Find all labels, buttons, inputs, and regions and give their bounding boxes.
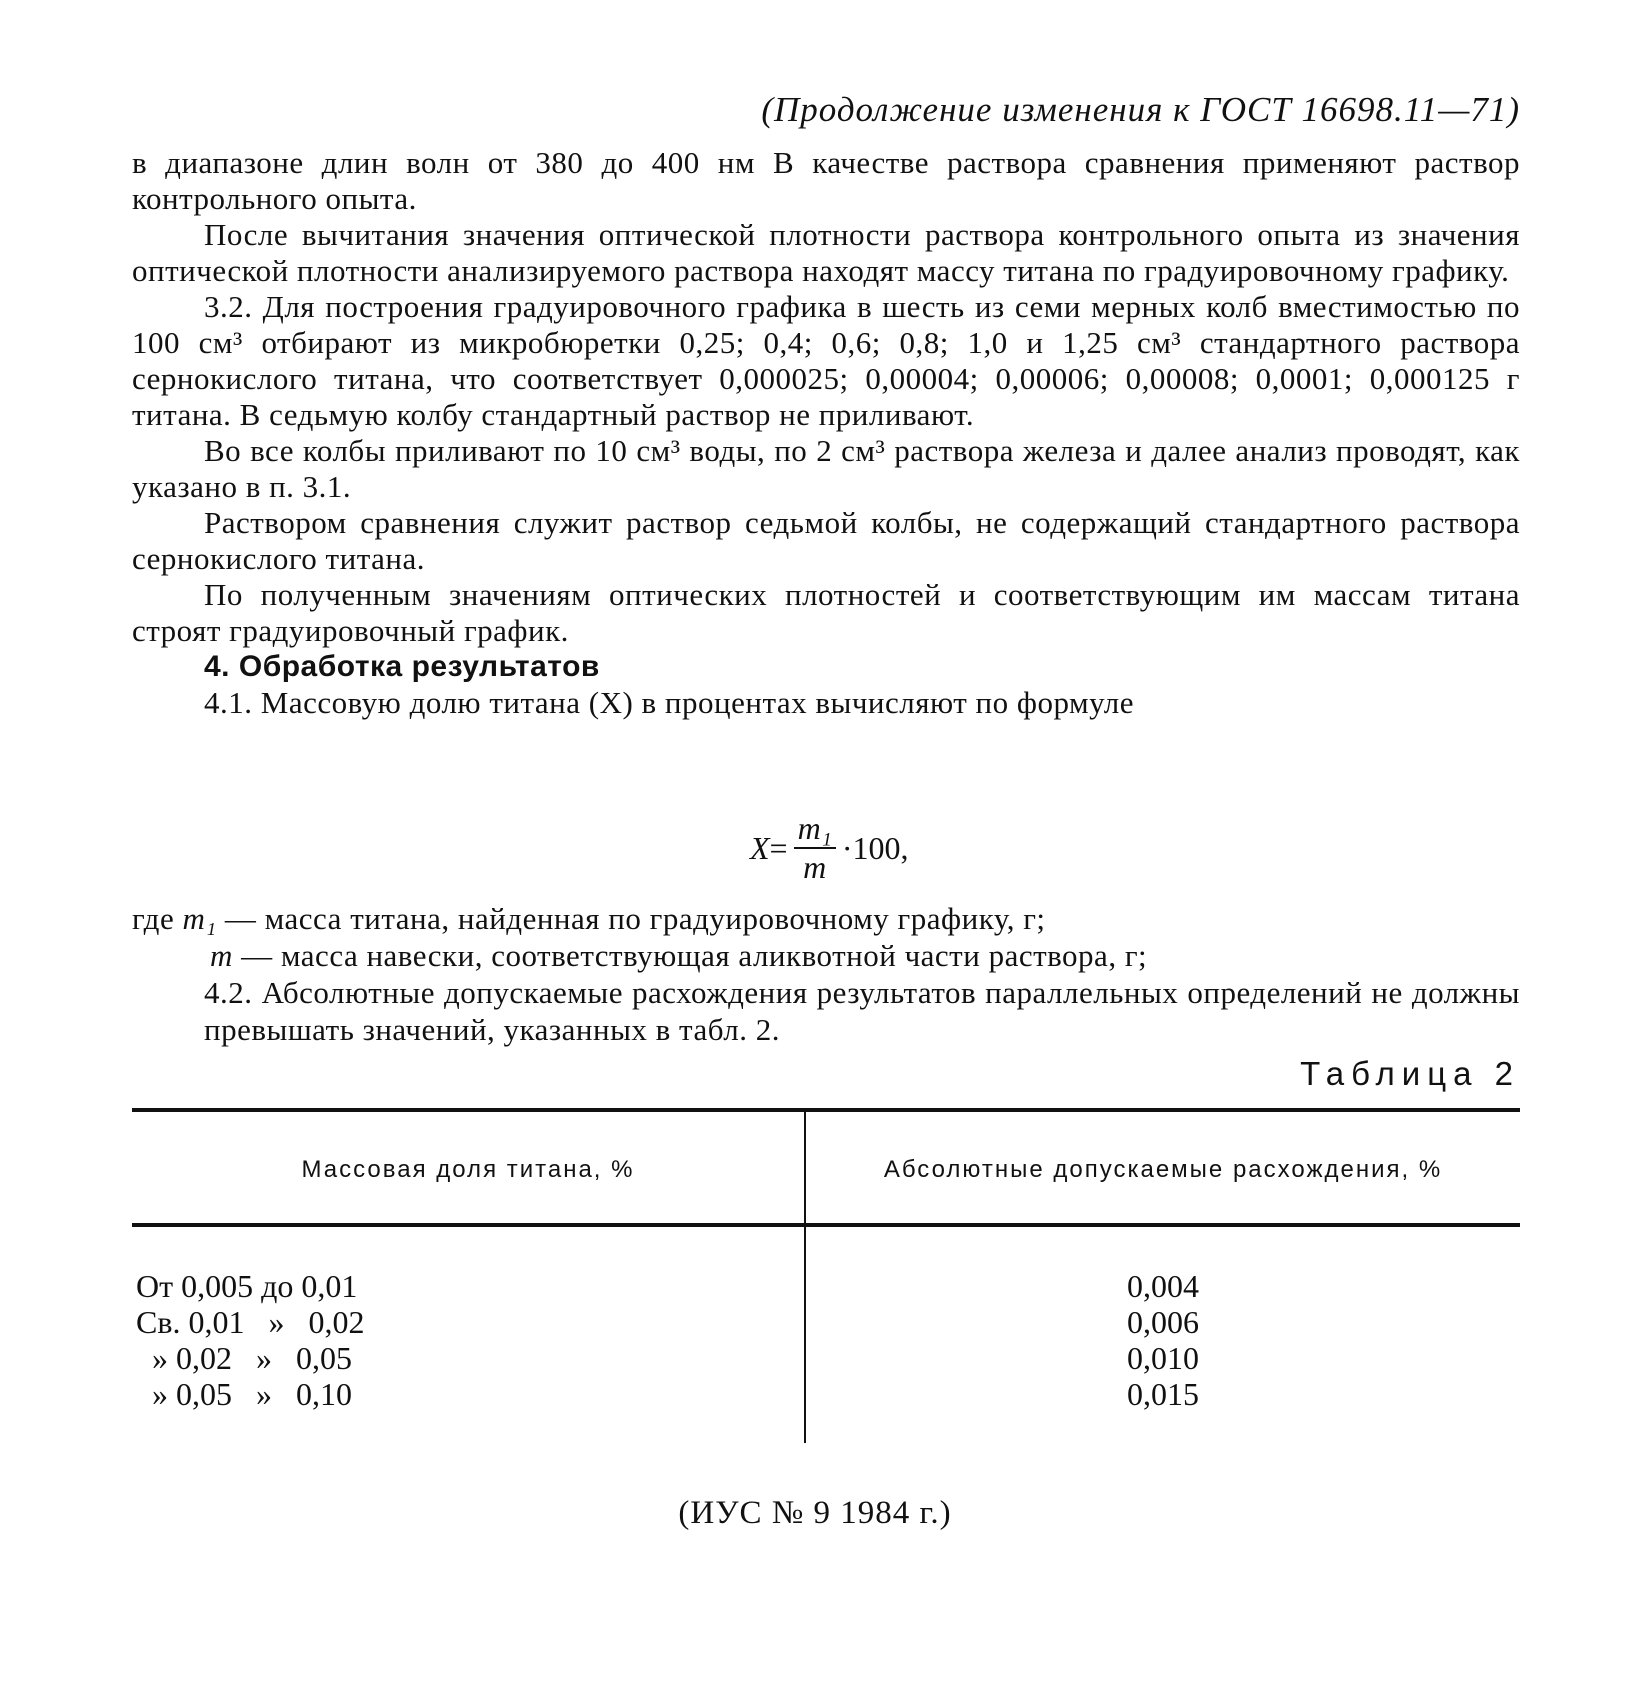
definition-symbol: m <box>210 938 233 973</box>
table-row <box>132 1304 1520 1340</box>
table-body <box>132 1268 1520 1412</box>
body-text <box>132 145 1520 721</box>
table-cell-value: 0,006 <box>1127 1304 1199 1340</box>
table-cell-range: » 0,02 » 0,05 <box>136 1340 352 1376</box>
paragraph: 4.2. Абсолютные допускаемые расхождения результатов параллельных определений не должны превышать значений, указанных в табл. 2. <box>204 975 1520 1047</box>
formula-equals: = <box>769 829 788 866</box>
table-title: Таблица 2 <box>1300 1055 1520 1092</box>
section-heading: 4. Обработка результатов <box>204 650 600 683</box>
table-cell-range: » 0,05 » 0,10 <box>136 1376 352 1412</box>
paragraph: После вычитания значения оптической плотности раствора контрольного опыта из значения оптической плотности анализируемого раствора находят массу титана по градуировочному графику. <box>132 217 1520 288</box>
paragraph: 3.2. Для построения градуировочного графика в шесть из семи мерных колб вместимостью по 100 см³ отбирают из микробюретки 0,25; 0,4; 0,6; 0,8; 1,0 и 1,25 см³ стандартного раствора сернокислого титана, что соответствует 0,000025; 0,00004; 0,00006; 0,00008; 0,0001; 0,000125 г титана. В седьмую колбу стандартный раствор не приливают. <box>132 289 1520 432</box>
page-footer-reference: (ИУС № 9 1984 г.) <box>678 1495 952 1531</box>
table-cell-value: 0,010 <box>1127 1340 1199 1376</box>
paragraph: По полученным значениям оптических плотностей и соответствующим им массам титана строят градуировочный график. <box>132 577 1520 648</box>
formula-definitions <box>132 900 1520 1048</box>
table-cell-value: 0,015 <box>1127 1376 1199 1412</box>
table-header-mass-fraction: Массовая доля титана, % <box>301 1156 635 1183</box>
table-cell-range: Св. 0,01 » 0,02 <box>136 1304 365 1340</box>
where-lead: где <box>132 901 175 936</box>
formula <box>750 810 908 886</box>
table-row <box>132 1376 1520 1412</box>
formula-lhs: X <box>750 829 770 866</box>
formula-fraction <box>794 810 836 886</box>
definition-text: — масса титана, найденная по градуировочному графику, г; <box>224 901 1046 936</box>
definition-text: — масса навески, соответствующая аликвотной части раствора, г; <box>241 938 1148 973</box>
page-header: (Продолжение изменения к ГОСТ 16698.11—71) <box>761 90 1520 129</box>
formula-denominator: m <box>803 849 827 885</box>
table-cell-value: 0,004 <box>1127 1268 1199 1304</box>
paragraph: Во все колбы приливают по 10 см³ воды, по 2 см³ раствора железа и далее анализ проводят, как указано в п. 3.1. <box>132 433 1520 504</box>
paragraph: 4.1. Массовую долю титана (X) в процентах вычисляют по формуле <box>204 685 1134 720</box>
formula-multiplier: ·100, <box>841 829 909 866</box>
formula-numerator: m₁ <box>794 810 836 849</box>
table-cell-range: От 0,005 до 0,01 <box>136 1268 358 1304</box>
table-header-rule <box>132 1223 1520 1227</box>
paragraph: Раствором сравнения служит раствор седьмой колбы, не содержащий стандартного раствора сернокислого титана. <box>132 505 1520 576</box>
definition-row <box>132 937 1520 974</box>
table-row <box>132 1268 1520 1304</box>
tolerance-table <box>132 1108 1520 1468</box>
paragraph: в диапазоне длин волн от 380 до 400 нм В качестве раствора сравнения применяют раствор контрольного опыта. <box>132 145 1520 216</box>
definition-row <box>132 900 1520 937</box>
table-top-rule <box>132 1108 1520 1112</box>
definition-symbol: m₁ <box>182 901 217 936</box>
table-header-tolerance: Абсолютные допускаемые расхождения, % <box>883 1156 1443 1183</box>
table-row <box>132 1340 1520 1376</box>
